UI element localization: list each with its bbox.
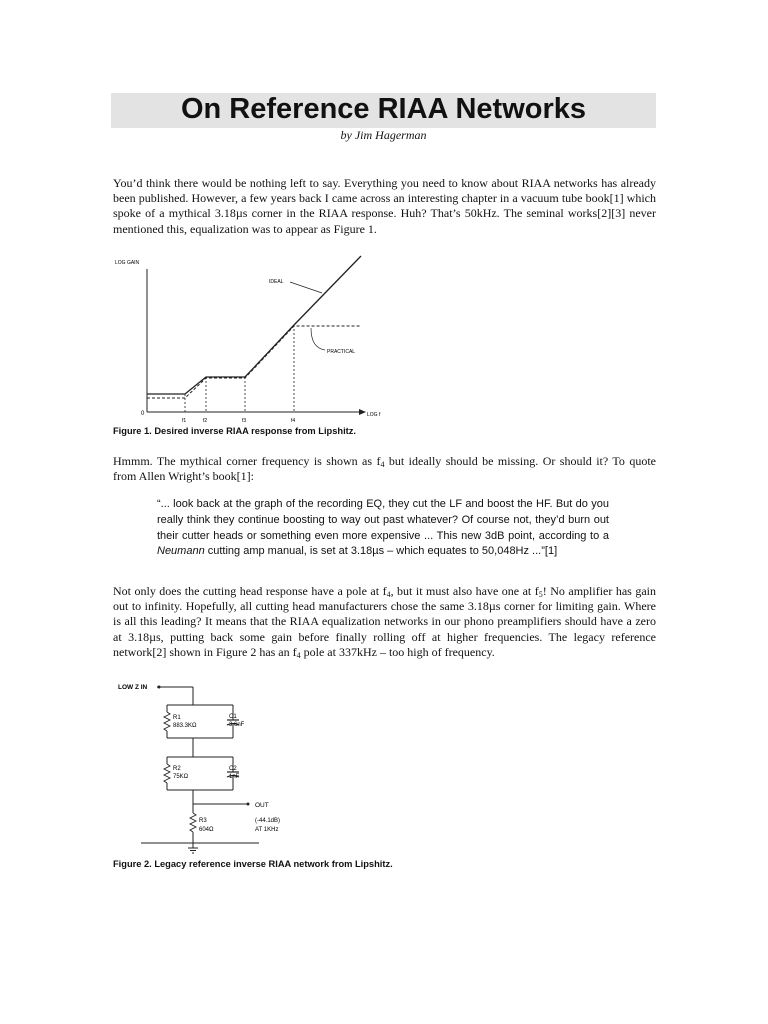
output-note-frequency: AT 1KHz	[255, 827, 279, 833]
output-note-gain: (-44.1dB)	[255, 818, 281, 824]
figure-1-caption: Figure 1. Desired inverse RIAA response from Lipshitz.	[113, 426, 356, 436]
page-title: On Reference RIAA Networks	[180, 93, 587, 125]
tick-label-f4: f4	[291, 418, 296, 424]
tick-label-f2: f2	[203, 418, 208, 424]
r3-resistor	[190, 813, 196, 832]
c2-value: 1nF	[229, 774, 240, 780]
paragraph-mythical-corner: Hmmm. The mythical corner frequency is shown as $f_4$ but ideally should be missing. Or should it? To quote from Allen Wright’s book[1]:	[113, 454, 656, 484]
c1-value: 3.6nF	[229, 722, 245, 728]
paragraph-cutting-head: Not only does the cutting head response have a pole at $f_4$, but it must also have one at $f_5$! No amplifier has gain out to infinity. Hopefully, all cutting head manufacturers chose the same 3.18µs corner for limiting gain. Where is all this leading? It means that the RIAA equalization networks in our phono preamplifiers should have a zero at 3.18µs, putting back some gain before finally rolling off at higher frequencies. The legacy reference network[2] shown in Figure 2 has an $f_4$ pole at 337kHz – too high of frequency.	[113, 584, 656, 660]
c2-label: C2	[229, 766, 237, 772]
practical-label: PRACTICAL	[327, 349, 356, 355]
y-axis-label: LOG GAIN	[115, 260, 140, 266]
tick-label-f1: f1	[182, 418, 187, 424]
origin-label: 0	[141, 411, 145, 417]
x-axis-arrow	[359, 409, 366, 415]
practical-leader	[311, 328, 325, 350]
byline: by Jim Hagerman	[340, 128, 427, 142]
r1-value: 883.3KΩ	[173, 723, 197, 729]
r3-label: R3	[199, 818, 207, 824]
output-terminal	[247, 803, 250, 806]
tick-label-f3: f3	[242, 418, 247, 424]
input-terminal	[158, 686, 161, 689]
r2-label: R2	[173, 766, 181, 772]
paragraph-intro: You’d think there would be nothing left to say. Everything you need to know about RIAA networks has already been published. However, a few years back I came across an interesting chapter in a vacuum tube book[1] which spoke of a mythical 3.18µs corner in the RIAA response. Huh? That’s 50kHz. The seminal works[2][3] never mentioned this, equalization was to appear as Figure 1.	[113, 176, 656, 236]
quotation-block: “... look back at the graph of the recording EQ, they cut the LF and boost the HF. But do you really think they continue boosting to way out past whatever? Of course not, they’d burn out their cutter heads or something even more expensive ... This new 3dB point, according to a Neumann cutting amp manual, is set at 3.18µs – which equates to 50,048Hz ...”[1]	[157, 498, 609, 558]
output-label: OUT	[255, 802, 269, 809]
figure-1-riaa-response-plot	[111, 252, 401, 424]
r1-label: R1	[173, 715, 181, 721]
r2-value: 75KΩ	[173, 774, 189, 780]
practical-response-line	[147, 326, 361, 398]
r3-value: 604Ω	[199, 827, 214, 833]
figure-2-caption: Figure 2. Legacy reference inverse RIAA network from Lipshitz.	[113, 859, 393, 869]
r2-resistor	[164, 764, 170, 783]
ideal-response-line	[147, 256, 361, 394]
c1-label: C1	[229, 714, 237, 720]
figure-2-riaa-network-schematic	[111, 676, 331, 858]
x-axis-label: LOG f	[367, 412, 381, 418]
ideal-leader	[290, 282, 322, 293]
input-label: LOW Z IN	[118, 684, 148, 691]
r1-resistor	[164, 712, 170, 731]
ideal-label: IDEAL	[269, 279, 284, 285]
